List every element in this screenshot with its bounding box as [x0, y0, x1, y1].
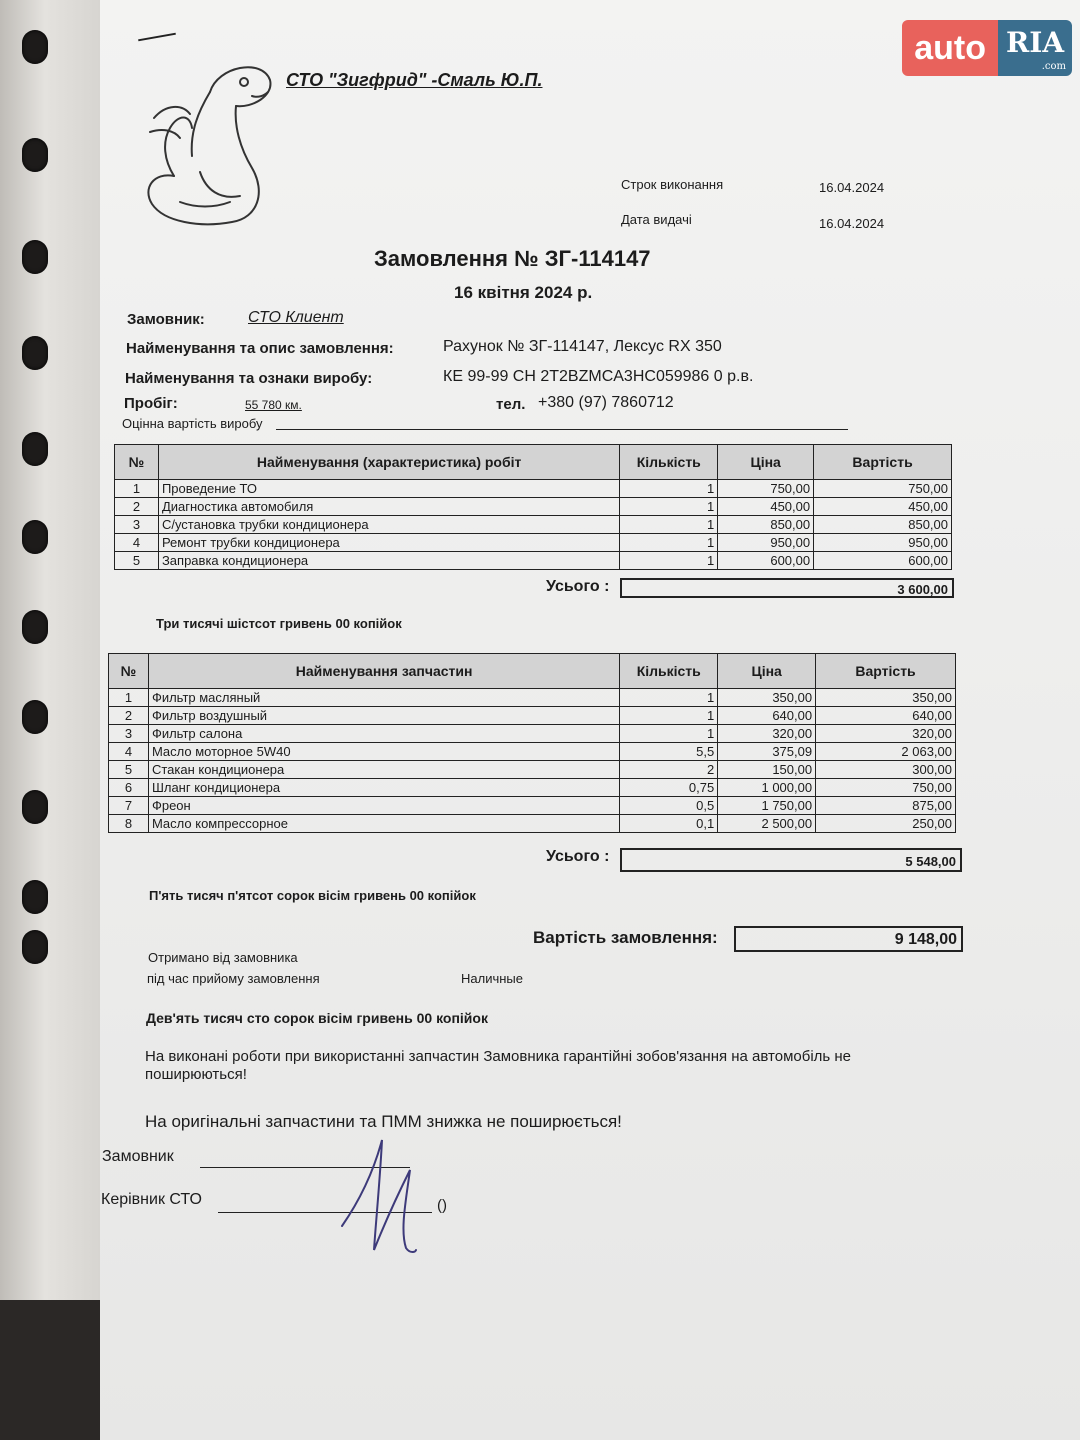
row-name: Ремонт трубки кондиционера: [158, 534, 619, 552]
row-qty: 1: [620, 480, 718, 498]
product-value: КЕ 99-99 СН 2T2BZMCA3HC059986 0 р.в.: [443, 368, 754, 385]
issue-date-value: 16.04.2024: [819, 216, 885, 231]
row-num: 3: [115, 516, 159, 534]
parts-header-num: №: [109, 654, 149, 689]
punch-hole: [22, 520, 48, 554]
row-name: С/установка трубки кондиционера: [158, 516, 619, 534]
table-row: [109, 797, 956, 815]
punch-hole: [22, 880, 48, 914]
row-num: 7: [109, 797, 149, 815]
punch-hole: [22, 240, 48, 274]
warranty-note: На виконані роботи при використанні запчастин Замовника гарантійні зобов'язання на автомобіль не поширюються!: [145, 1048, 852, 1083]
row-name: Фильтр салона: [148, 725, 619, 743]
order-title: Замовлення № ЗГ-114147: [374, 246, 651, 271]
row-num: 1: [115, 480, 159, 498]
row-name: Проведение ТО: [158, 480, 619, 498]
row-price: 640,00: [718, 707, 816, 725]
watermark-ria-text: RIA: [1006, 26, 1065, 59]
row-qty: 5,5: [620, 743, 718, 761]
row-num: 1: [109, 689, 149, 707]
row-amount: 300,00: [816, 761, 956, 779]
row-amount: 250,00: [816, 815, 956, 833]
phone-label: тел.: [496, 396, 526, 413]
row-price: 150,00: [718, 761, 816, 779]
row-qty: 1: [620, 534, 718, 552]
parts-header-row: [109, 654, 956, 689]
row-name: Масло компрессорное: [148, 815, 619, 833]
dragon-logo-icon: [140, 52, 280, 232]
works-header-amount: Вартість: [814, 445, 952, 480]
parts-total-value: 5 548,00: [620, 848, 962, 872]
row-num: 5: [109, 761, 149, 779]
estimate-line: [276, 429, 848, 430]
works-total-words: Три тисячі шістсот гривень 00 копійок: [156, 616, 402, 631]
works-table: [114, 444, 952, 570]
table-row: [109, 707, 956, 725]
works-header-qty: Кількість: [620, 445, 718, 480]
row-num: 3: [109, 725, 149, 743]
row-name: Стакан кондиционера: [148, 761, 619, 779]
parts-header-amount: Вартість: [816, 654, 956, 689]
punch-hole: [22, 30, 48, 64]
row-name: Заправка кондиционера: [158, 552, 619, 570]
row-price: 450,00: [718, 498, 814, 516]
table-row: [109, 815, 956, 833]
table-row: [115, 552, 952, 570]
mileage-label: Пробіг:: [124, 395, 178, 412]
row-qty: 0,5: [620, 797, 718, 815]
company-name: СТО "Зигфрид" -Смаль Ю.П.: [286, 70, 543, 90]
payment-method: Наличные: [461, 971, 523, 986]
row-price: 2 500,00: [718, 815, 816, 833]
row-name: Масло моторное 5W40: [148, 743, 619, 761]
table-row: [109, 725, 956, 743]
row-num: 6: [109, 779, 149, 797]
works-total-value: 3 600,00: [620, 578, 954, 598]
punch-hole: [22, 610, 48, 644]
parts-total-label: Усього :: [546, 848, 610, 865]
punch-hole: [22, 930, 48, 964]
row-amount: 950,00: [814, 534, 952, 552]
manager-sign-label: Керівник СТО: [101, 1191, 202, 1208]
row-qty: 0,1: [620, 815, 718, 833]
works-header-name: Найменування (характеристика) робіт: [158, 445, 619, 480]
punch-hole: [22, 138, 48, 172]
table-row: [115, 534, 952, 552]
row-amount: 320,00: [816, 725, 956, 743]
deadline-label: Строк виконання: [621, 177, 724, 192]
row-name: Фильтр масляный: [148, 689, 619, 707]
received-line1: Отримано від замовника: [148, 950, 298, 965]
customer-label: Замовник:: [127, 311, 205, 328]
watermark-domain: .com: [1041, 61, 1066, 72]
row-num: 2: [115, 498, 159, 516]
row-amount: 350,00: [816, 689, 956, 707]
table-row: [115, 480, 952, 498]
row-amount: 640,00: [816, 707, 956, 725]
row-num: 4: [109, 743, 149, 761]
punch-hole: [22, 700, 48, 734]
order-desc-label: Найменування та опис замовлення:: [126, 340, 394, 357]
order-total-label: Вартість замовлення:: [533, 928, 718, 947]
row-price: 1 750,00: [718, 797, 816, 815]
parts-table: [108, 653, 956, 833]
row-price: 375,09: [718, 743, 816, 761]
row-name: Диагностика автомобиля: [158, 498, 619, 516]
works-header-num: №: [115, 445, 159, 480]
row-amount: 750,00: [814, 480, 952, 498]
table-row: [109, 689, 956, 707]
watermark-ria: [998, 20, 1072, 76]
punch-hole: [22, 336, 48, 370]
estimate-label: Оцінна вартість виробу: [122, 416, 263, 431]
deadline-value: 16.04.2024: [819, 180, 885, 195]
customer-value: СТО Клиент: [248, 309, 344, 326]
row-amount: 875,00: [816, 797, 956, 815]
order-total-value: 9 148,00: [734, 926, 963, 952]
row-qty: 1: [620, 516, 718, 534]
row-amount: 450,00: [814, 498, 952, 516]
product-label: Найменування та ознаки виробу:: [125, 370, 373, 387]
document-sleeve: [0, 0, 112, 1300]
row-amount: 750,00: [816, 779, 956, 797]
table-row: [109, 779, 956, 797]
table-row: [109, 743, 956, 761]
row-name: Фреон: [148, 797, 619, 815]
row-num: 8: [109, 815, 149, 833]
parts-header-qty: Кількість: [620, 654, 718, 689]
row-amount: 2 063,00: [816, 743, 956, 761]
parts-header-price: Ціна: [718, 654, 816, 689]
row-qty: 2: [620, 761, 718, 779]
order-date: 16 квітня 2024 р.: [454, 283, 593, 302]
row-qty: 1: [620, 552, 718, 570]
mileage-value: 55 780 км.: [245, 398, 302, 412]
row-price: 850,00: [718, 516, 814, 534]
phone-value: +380 (97) 7860712: [538, 394, 674, 411]
total-words: Дев'ять тисяч сто сорок вісім гривень 00 копійок: [146, 1010, 488, 1026]
row-amount: 850,00: [814, 516, 952, 534]
parts-header-name: Найменування запчастин: [148, 654, 619, 689]
row-qty: 1: [620, 689, 718, 707]
row-amount: 600,00: [814, 552, 952, 570]
table-row: [115, 516, 952, 534]
works-header-price: Ціна: [718, 445, 814, 480]
row-qty: 1: [620, 725, 718, 743]
row-qty: 1: [620, 498, 718, 516]
table-row: [115, 498, 952, 516]
autoria-watermark: [902, 20, 1072, 76]
works-header-row: [115, 445, 952, 480]
row-price: 750,00: [718, 480, 814, 498]
row-name: Шланг кондиционера: [148, 779, 619, 797]
watermark-auto: auto: [902, 20, 998, 76]
row-num: 2: [109, 707, 149, 725]
discount-note: На оригінальні запчастини та ПММ знижка не поширюється!: [145, 1112, 622, 1131]
row-price: 600,00: [718, 552, 814, 570]
row-price: 1 000,00: [718, 779, 816, 797]
signature-icon: [330, 1130, 430, 1260]
customer-sign-label: Замовник: [102, 1148, 174, 1165]
punch-hole: [22, 790, 48, 824]
punch-hole: [22, 432, 48, 466]
received-line2: під час прийому замовлення: [147, 971, 320, 986]
row-name: Фильтр воздушный: [148, 707, 619, 725]
parts-total-words: П'ять тисяч п'ятсот сорок вісім гривень 00 копійок: [149, 888, 476, 903]
row-qty: 0,75: [620, 779, 718, 797]
row-price: 320,00: [718, 725, 816, 743]
row-qty: 1: [620, 707, 718, 725]
row-num: 4: [115, 534, 159, 552]
row-price: 350,00: [718, 689, 816, 707]
table-row: [109, 761, 956, 779]
row-num: 5: [115, 552, 159, 570]
works-total-label: Усього :: [546, 578, 610, 595]
order-desc-value: Рахунок № ЗГ-114147, Лексус RX 350: [443, 338, 722, 355]
row-price: 950,00: [718, 534, 814, 552]
issue-date-label: Дата видачі: [621, 212, 692, 227]
manager-sign-paren: (): [437, 1197, 447, 1214]
